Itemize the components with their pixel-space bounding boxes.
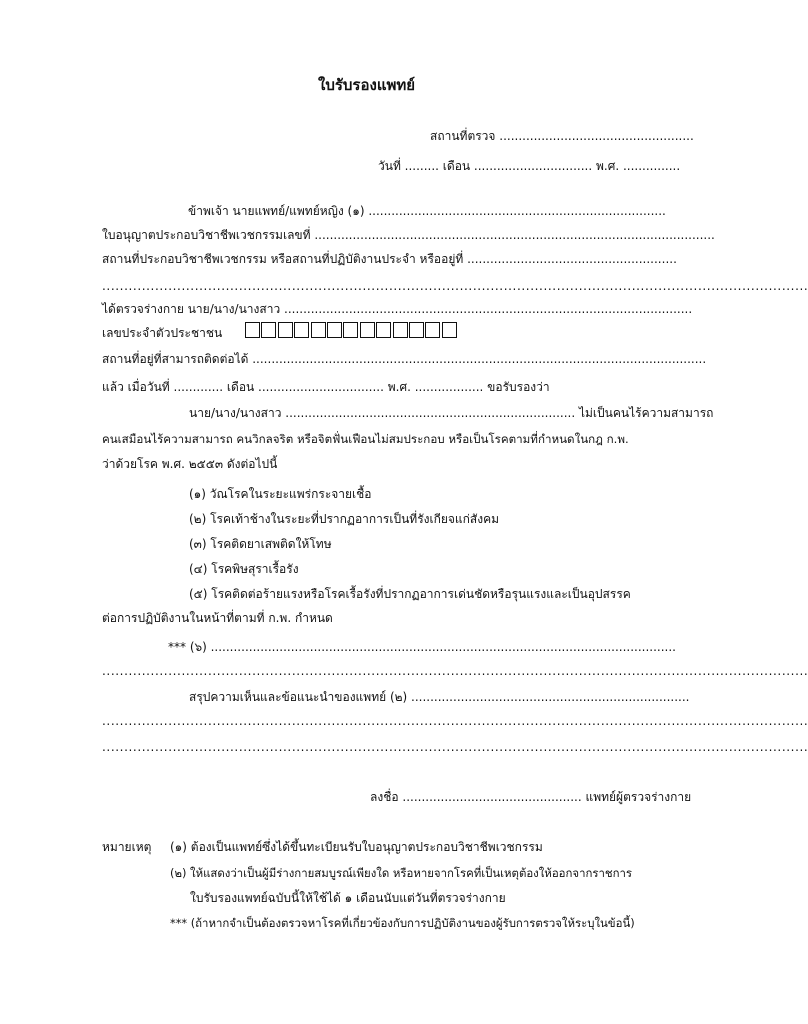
additional-disease-field[interactable]: *** (๖) .......................................................................................................................... [168, 640, 676, 654]
note-item-1: (๑) ต้องเป็นแพทย์ซึ่งได้ขึ้นทะเบียนรับใบอนุญาตประกอบวิชาชีพเวชกรรม [170, 840, 543, 854]
id-digit-box[interactable] [360, 322, 375, 338]
id-digit-box[interactable] [311, 322, 326, 338]
address-field[interactable]: สถานที่อยู่ที่สามารถติดต่อได้ ....................................................................................................................... [102, 352, 707, 366]
note-label: หมายเหตุ [102, 840, 152, 854]
exam-place-field[interactable]: สถานที่ตรวจ ................................................... [430, 129, 694, 143]
license-number-field[interactable]: ใบอนุญาตประกอบวิชาชีพเวชกรรมเลขที่ ......................................................................................................... [102, 228, 715, 242]
doctor-name-field[interactable]: ข้าพเจ้า นายแพทย์/แพทย์หญิง (๑) .............................................................................. [188, 204, 666, 218]
statement-text-2: ว่าด้วยโรค พ.ศ. ๒๕๕๓ ดังต่อไปนี้ [102, 457, 278, 471]
statement-text: คนเสมือนไร้ความสามารถ คนวิกลจริต หรือจิตฟั่นเฟือนไม่สมประกอบ หรือเป็นโรคตามที่กำหนดในกฎ ก.พ. [102, 432, 629, 446]
id-digit-box[interactable] [278, 322, 293, 338]
page-title: ใบรับรองแพทย์ [318, 76, 416, 94]
signature-field[interactable]: ลงชื่อ ............................................... แพทย์ผู้ตรวจร่างกาย [370, 790, 692, 804]
id-digit-box[interactable] [409, 322, 424, 338]
id-digit-box[interactable] [294, 322, 309, 338]
id-digit-box[interactable] [343, 322, 358, 338]
id-digit-box[interactable] [327, 322, 342, 338]
examined-person-field[interactable]: ได้ตรวจร่างกาย นาย/นาง/นางสาว ........................................................................................................... [102, 302, 693, 316]
doctor-summary-field[interactable]: สรุปความเห็นและข้อแนะนำของแพทย์ (๒) ......................................................................... [189, 690, 690, 704]
blank-line[interactable]: ................................................................................................................................................................ [102, 714, 808, 728]
id-digit-box[interactable] [261, 322, 276, 338]
disease-item-2: (๒) โรคเท้าช้างในระยะที่ปรากฏอาการเป็นที่รังเกียจแก่สังคม [189, 512, 500, 526]
id-digit-box[interactable] [393, 322, 408, 338]
workplace-field[interactable]: สถานที่ประกอบวิชาชีพเวชกรรม หรือสถานที่ปฏิบัติงานประจำ หรืออยู่ที่ ....................................................... [102, 252, 677, 266]
id-digit-box[interactable] [425, 322, 440, 338]
note-item-2-continued: ใบรับรองแพทย์ฉบับนี้ให้ใช้ได้ ๑ เดือนนับแต่วันที่ตรวจร่างกาย [190, 891, 506, 905]
id-number-boxes[interactable] [245, 322, 458, 338]
disease-item-3: (๓) โรคติดยาเสพติดให้โทษ [189, 537, 332, 551]
exam-date-field[interactable]: วันที่ ......... เดือน ............................... พ.ศ. ............... [378, 159, 681, 173]
blank-line[interactable]: ................................................................................................................................................................ [102, 664, 808, 678]
blank-line[interactable]: ................................................................................................................................................................ [102, 740, 808, 754]
id-digit-box[interactable] [442, 322, 457, 338]
disease-item-5: (๕) โรคติดต่อร้ายแรงหรือโรคเรื้อรังที่ปรากฏอาการเด่นชัดหรือรุนแรงและเป็นอุปสรรค [189, 587, 631, 601]
disease-item-5-continued: ต่อการปฏิบัติงานในหน้าที่ตามที่ ก.พ. กำหนด [102, 611, 333, 625]
id-digit-box[interactable] [376, 322, 391, 338]
note-item-2: (๒) ให้แสดงว่าเป็นผู้มีร่างกายสมบูรณ์เพียงใด หรือหายจากโรคที่เป็นเหตุต้องให้ออกจากราชการ [170, 866, 633, 880]
disease-item-1: (๑) วัณโรคในระยะแพร่กระจายเชื้อ [189, 487, 372, 501]
disease-item-4: (๔) โรคพิษสุราเรื้อรัง [189, 562, 299, 576]
blank-line[interactable]: ................................................................................................................................................................ [102, 279, 808, 293]
id-digit-box[interactable] [245, 322, 260, 338]
exam-date-detail-field[interactable]: แล้ว เมื่อวันที่ ............. เดือน ................................. พ.ศ. .................. ขอรับรองว่า [102, 380, 550, 394]
id-number-label: เลขประจำตัวประชาชน [102, 326, 223, 340]
note-item-3: *** (ถ้าหากจำเป็นต้องตรวจหาโรคที่เกี่ยวข้องกับการปฏิบัติงานของผู้รับการตรวจให้ระบุในข้อนี้) [170, 916, 635, 930]
certified-name-field[interactable]: นาย/นาง/นางสาว ............................................................................ ไม่เป็นคนไร้ความสามารถ [189, 406, 714, 420]
